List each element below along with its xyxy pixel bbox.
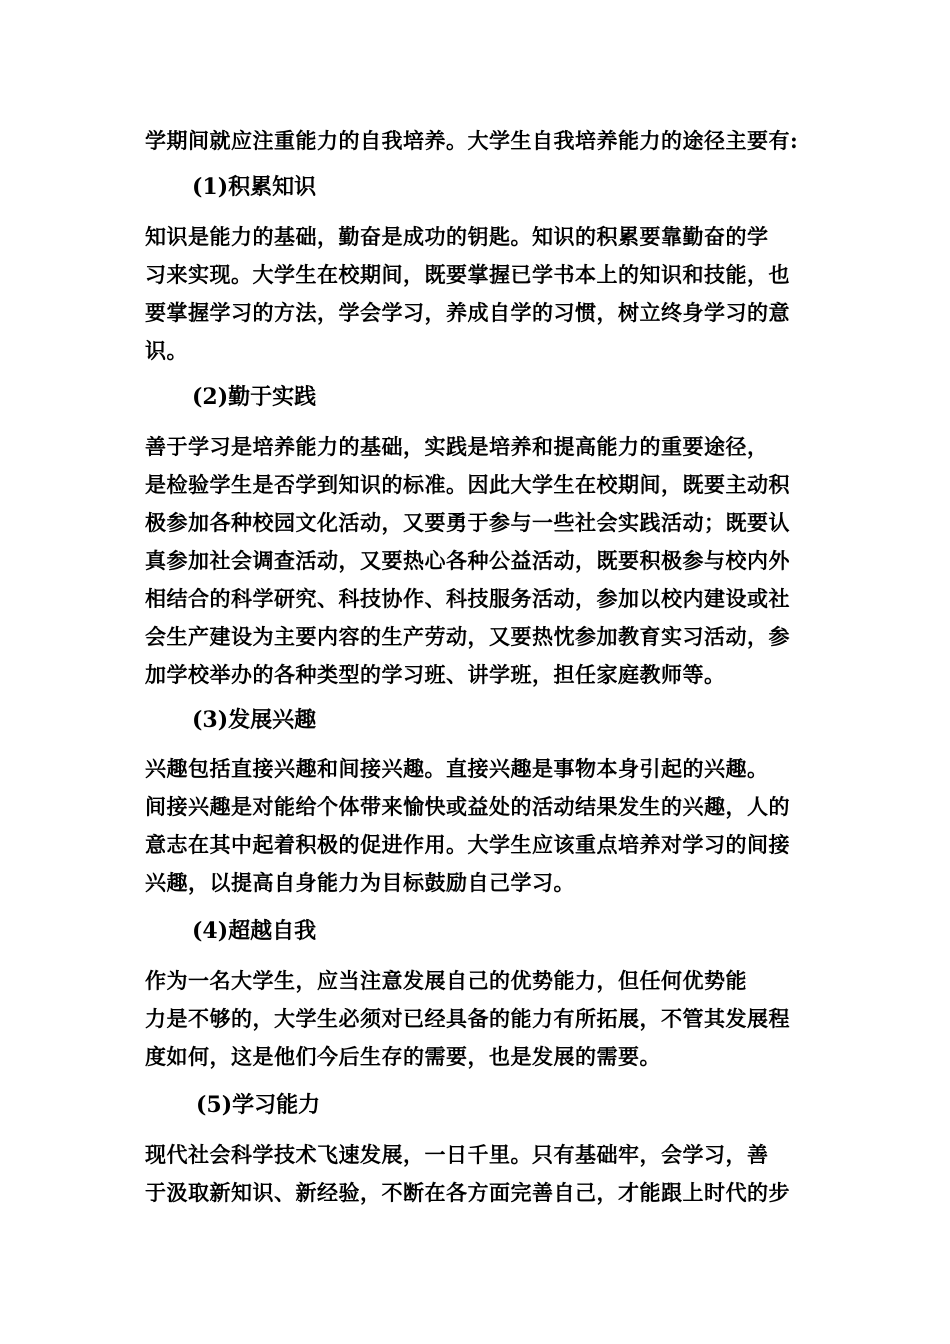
paragraph-line: 知识是能力的基础，勤奋是成功的钥匙。知识的积累要靠勤奋的学	[145, 224, 769, 249]
paragraph-surpass-self	[145, 962, 815, 1076]
paragraph-line: 学期间就应注重能力的自我培养。大学生自我培养能力的途径主要有:	[145, 128, 799, 153]
paragraph-line: 要掌握学习的方法，学会学习，养成自学的习惯，树立终身学习的意	[145, 300, 790, 325]
paragraph-line: 间接兴趣是对能给个体带来愉快或益处的活动结果发生的兴趣，人的	[145, 794, 790, 819]
paragraph-line: 习来实现。大学生在校期间，既要掌握已学书本上的知识和技能，也	[145, 262, 790, 287]
section-heading-accumulate-knowledge: (1)积累知识	[192, 174, 317, 200]
paragraph-line: 加学校举办的各种类型的学习班、讲学班，担任家庭教师等。	[145, 662, 726, 687]
paragraph-line: 兴趣，以提高自身能力为目标鼓励自己学习。	[145, 870, 575, 895]
paragraph-line: 度如何，这是他们今后生存的需要，也是发展的需要。	[145, 1044, 661, 1069]
paragraph-line: 是检验学生是否学到知识的标准。因此大学生在校期间，既要主动积	[145, 472, 790, 497]
paragraph-line: 于汲取新知识、新经验，不断在各方面完善自己，才能跟上时代的步	[145, 1180, 790, 1205]
paragraph-line: 会生产建设为主要内容的生产劳动，又要热忱参加教育实习活动，参	[145, 624, 790, 649]
section-heading-surpass-self: (4)超越自我	[192, 918, 317, 944]
intro-paragraph	[145, 122, 815, 160]
paragraph-interest	[145, 750, 815, 902]
paragraph-line: 极参加各种校园文化活动，又要勇于参与一些社会实践活动；既要认	[145, 510, 790, 535]
paragraph-line: 作为一名大学生，应当注意发展自己的优势能力，但任何优势能	[145, 968, 747, 993]
paragraph-learning-ability	[145, 1136, 815, 1212]
paragraph-line: 善于学习是培养能力的基础，实践是培养和提高能力的重要途径，	[145, 434, 769, 459]
paragraph-line: 真参加社会调查活动，又要热心各种公益活动，既要积极参与校内外	[145, 548, 790, 573]
section-heading-interest: (3)发展兴趣	[192, 707, 317, 733]
paragraph-line: 意志在其中起着积极的促进作用。大学生应该重点培养对学习的间接	[145, 832, 790, 857]
paragraph-line: 现代社会科学技术飞速发展，一日千里。只有基础牢，会学习，善	[145, 1142, 769, 1167]
paragraph-line: 力是不够的，大学生必须对已经具备的能力有所拓展，不管其发展程	[145, 1006, 790, 1031]
paragraph-line: 识。	[145, 338, 188, 363]
paragraph-line: 相结合的科学研究、科技协作、科技服务活动，参加以校内建设或社	[145, 586, 790, 611]
paragraph-practice	[145, 428, 815, 694]
section-heading-learning-ability: (5)学习能力	[196, 1092, 321, 1118]
paragraph-accumulate-knowledge	[145, 218, 815, 370]
paragraph-line: 兴趣包括直接兴趣和间接兴趣。直接兴趣是事物本身引起的兴趣。	[145, 756, 769, 781]
section-heading-practice: (2)勤于实践	[192, 384, 317, 410]
